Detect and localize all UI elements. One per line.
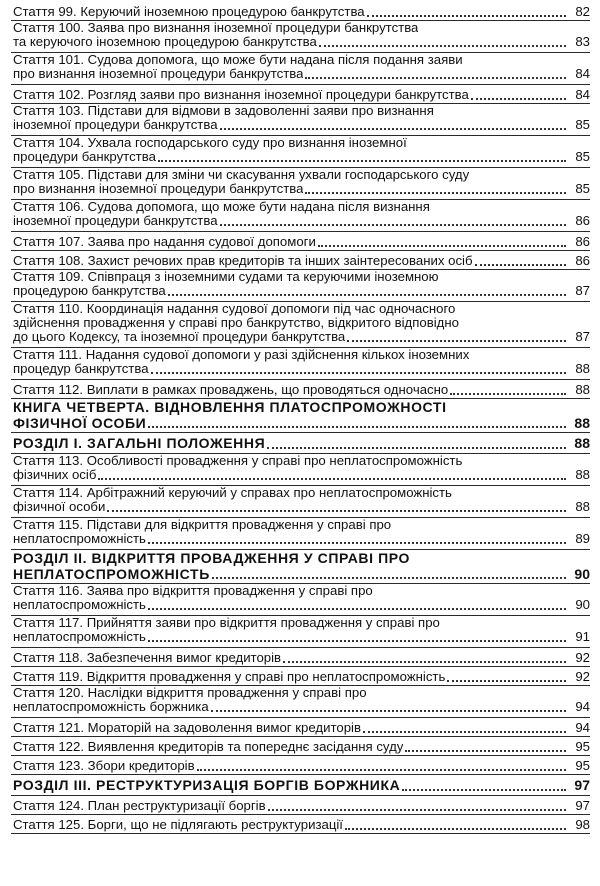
dot-leader — [471, 98, 566, 100]
dot-leader — [148, 426, 566, 428]
page-number: 91 — [575, 630, 590, 644]
page-number: 88 — [574, 435, 590, 451]
toc-entry-line — [13, 584, 590, 598]
toc-entry-title: Стаття 124. План реструктуризації боргів — [13, 798, 266, 813]
toc-entry-line — [13, 630, 590, 644]
toc-entry-line — [13, 232, 590, 251]
toc-entry-title: Стаття 103. Підстави для відмови в задоволенні заяви про визнання — [13, 104, 434, 118]
toc-entry-line — [13, 648, 590, 667]
toc-entry-title: Стаття 108. Захист речових прав кредиторів та інших заінтересованих осіб — [13, 253, 473, 268]
page-number: 86 — [575, 214, 590, 228]
page-number: 85 — [575, 182, 590, 196]
dot-leader — [283, 661, 566, 663]
toc-entry-title: процедур банкрутства — [13, 362, 149, 376]
toc-entry — [11, 686, 590, 718]
toc-entry — [11, 380, 590, 399]
dot-leader — [148, 542, 566, 544]
toc-entry-line — [13, 500, 590, 514]
toc-entry-line — [13, 284, 590, 298]
toc-entry — [11, 200, 590, 232]
toc-entry-title: Стаття 105. Підстави для зміни чи скасування ухвали господарського суду — [13, 168, 470, 182]
toc-entry — [11, 616, 590, 648]
page-number: 90 — [574, 566, 590, 582]
toc-entry-title: Стаття 112. Виплати в рамках проваджень, що проводяться одночасно — [13, 382, 449, 397]
dot-leader — [305, 192, 566, 194]
toc-entry — [11, 302, 590, 348]
dot-leader — [450, 393, 566, 395]
dot-leader — [475, 264, 566, 266]
page-number: 85 — [575, 150, 590, 164]
page-number: 86 — [575, 234, 590, 249]
toc-entry-line — [13, 53, 590, 67]
toc-entry-line — [13, 667, 590, 686]
toc-section-heading — [11, 433, 590, 454]
dot-leader — [220, 224, 566, 226]
toc-entry-title: здійснення провадження у справі про банкрутство, відкритого відповідно — [13, 316, 459, 330]
toc-entry-line — [13, 468, 590, 482]
toc-entry-title: неплатоспроможність боржника — [13, 700, 209, 714]
toc-entry — [11, 454, 590, 486]
toc-entry-line — [13, 686, 590, 700]
toc-entry — [11, 232, 590, 251]
dot-leader — [148, 640, 566, 642]
toc-entry-title: Стаття 102. Розгляд заяви про визнання іноземної процедури банкрутства — [13, 87, 469, 102]
toc-entry — [11, 136, 590, 168]
toc-entry-title: фізичних осіб — [13, 468, 97, 482]
dot-leader — [212, 577, 566, 579]
dot-leader — [347, 340, 566, 342]
toc-section-heading — [11, 775, 590, 796]
toc-entry-line — [13, 200, 590, 214]
toc-entry-line — [13, 598, 590, 612]
toc-entry — [11, 270, 590, 302]
page-number: 88 — [574, 415, 590, 431]
toc-entry-line — [13, 454, 590, 468]
toc-entry-line — [13, 67, 590, 81]
toc-entry-title: Стаття 115. Підстави для відкриття провадження у справі про — [13, 518, 392, 532]
toc-entry — [11, 737, 590, 756]
page-number: 97 — [574, 777, 590, 793]
page-number: 83 — [575, 35, 590, 49]
toc-entry-title: Стаття 122. Виявлення кредиторів та попереднє засідання суду — [13, 739, 404, 754]
toc-entry-line — [13, 21, 590, 35]
dot-leader — [220, 128, 566, 130]
toc-entry-title: Стаття 104. Ухвала господарського суду про визнання іноземної — [13, 136, 407, 150]
toc-entry-title: неплатоспроможність — [13, 598, 146, 612]
toc-entry-title: до цього Кодексу, та іноземної процедури банкрутства — [13, 330, 346, 344]
toc-entry-line — [13, 700, 590, 714]
dot-leader — [211, 710, 566, 712]
toc-entry-title: Стаття 107. Заява про надання судової допомоги — [13, 234, 316, 249]
dot-leader — [107, 510, 566, 512]
toc-entry-line — [13, 104, 590, 118]
toc-entry — [11, 104, 590, 136]
page-number: 94 — [575, 720, 590, 735]
page-number: 88 — [575, 500, 590, 514]
page-number: 87 — [575, 330, 590, 344]
toc-entry-title: процедури банкрутства — [13, 150, 156, 164]
dot-leader — [345, 828, 566, 830]
toc-entry — [11, 796, 590, 815]
toc-entry-title: Стаття 120. Наслідки відкриття провадження у справі про — [13, 686, 367, 700]
toc-entry-line — [13, 815, 590, 834]
toc-entry-title: про визнання іноземної процедури банкрутства — [13, 182, 304, 196]
toc-entry-title: неплатоспроможність — [13, 532, 146, 546]
toc-entry-line — [13, 796, 590, 815]
toc-entry — [11, 518, 590, 550]
toc-entry-title: НЕПЛАТОСПРОМОЖНІСТЬ — [13, 566, 210, 582]
page-number: 97 — [575, 798, 590, 813]
dot-leader — [318, 245, 566, 247]
toc-entry — [11, 251, 590, 270]
toc-entry-line — [13, 362, 590, 376]
dot-leader — [305, 77, 566, 79]
toc-entry-line — [13, 380, 590, 399]
page-number: 82 — [575, 4, 590, 19]
toc-entry-title: Стаття 113. Особливості провадження у справі про неплатоспроможність — [13, 454, 463, 468]
toc-entry-line — [13, 182, 590, 196]
dot-leader — [197, 769, 566, 771]
toc-entry-line — [13, 775, 590, 796]
dot-leader — [158, 160, 566, 162]
page-number: 90 — [575, 598, 590, 612]
toc-entry-line — [13, 415, 590, 431]
toc-entry-title: КНИГА ЧЕТВЕРТА. ВІДНОВЛЕННЯ ПЛАТОСПРОМОЖНОСТІ — [13, 399, 447, 415]
toc-entry-title: Стаття 99. Керуючий іноземною процедурою банкрутства — [13, 4, 365, 19]
toc-entry-line — [13, 433, 590, 454]
toc-entry-title: Стаття 123. Збори кредиторів — [13, 758, 195, 773]
toc-entry — [11, 756, 590, 775]
toc-entry-line — [13, 168, 590, 182]
toc-entry-title: ФІЗИЧНОЇ ОСОБИ — [13, 415, 147, 431]
toc-entry-title: РОЗДІЛ ІІІ. РЕСТРУКТУРИЗАЦІЯ БОРГІВ БОРЖНИКА — [13, 777, 401, 793]
toc-section-heading — [11, 399, 590, 433]
toc-entry-line — [13, 518, 590, 532]
toc-entry — [11, 2, 590, 21]
toc-entry — [11, 21, 590, 53]
page-number: 92 — [575, 650, 590, 665]
toc-entry-line — [13, 85, 590, 104]
toc-entry-line — [13, 270, 590, 284]
page-number: 88 — [575, 382, 590, 397]
toc-entry-title: Стаття 100. Заява про визнання іноземної процедури банкрутства — [13, 21, 419, 35]
toc-entry-title: Стаття 117. Прийняття заяви про відкриття провадження у справі про — [13, 616, 440, 630]
toc-entry-title: Стаття 119. Відкриття провадження у справі про неплатоспроможність — [13, 669, 446, 684]
toc-entry — [11, 348, 590, 380]
toc-entry-title: РОЗДІЛ ІІ. ВІДКРИТТЯ ПРОВАДЖЕННЯ У СПРАВІ ПРО — [13, 550, 411, 566]
toc-entry — [11, 168, 590, 200]
dot-leader — [151, 372, 566, 374]
dot-leader — [98, 478, 566, 480]
toc-entry-title: РОЗДІЛ І. ЗАГАЛЬНІ ПОЛОЖЕННЯ — [13, 435, 266, 451]
toc-entry — [11, 53, 590, 85]
dot-leader — [268, 809, 566, 811]
toc-entry-line — [13, 302, 590, 316]
toc-entry-title: процедурою банкрутства — [13, 284, 166, 298]
page-number: 84 — [575, 67, 590, 81]
toc-entry-title: Стаття 110. Координація надання судової допомоги під час одночасного — [13, 302, 456, 316]
page-number: 88 — [575, 468, 590, 482]
toc-entry-line — [13, 616, 590, 630]
toc-entry-title: Стаття 101. Судова допомога, що може бути надана після подання заяви — [13, 53, 463, 67]
toc-entry-line — [13, 251, 590, 270]
toc-entry-line — [13, 35, 590, 49]
toc-entry — [11, 648, 590, 667]
page-number: 98 — [575, 817, 590, 832]
toc-entry-line — [13, 718, 590, 737]
dot-leader — [363, 731, 566, 733]
toc-entry-title: іноземної процедури банкрутства — [13, 118, 218, 132]
toc-entry-line — [13, 566, 590, 582]
page-number: 89 — [575, 532, 590, 546]
toc-entry-title: іноземної процедури банкрутства — [13, 214, 218, 228]
toc-entry-title: Стаття 114. Арбітражний керуючий у справах про неплатоспроможність — [13, 486, 452, 500]
toc-entry-line — [13, 737, 590, 756]
dot-leader — [405, 750, 566, 752]
page-number: 86 — [575, 253, 590, 268]
dot-leader — [267, 447, 566, 449]
toc-entry-title: фізичної особи — [13, 500, 106, 514]
dot-leader — [148, 608, 566, 610]
dot-leader — [319, 45, 566, 47]
toc-entry-line — [13, 2, 590, 21]
toc-entry-title: Стаття 106. Судова допомога, що може бути надана після визнання — [13, 200, 430, 214]
toc-entry-line — [13, 330, 590, 344]
toc-entry — [11, 584, 590, 616]
toc-entry-title: та керуючого іноземною процедурою банкрутства — [13, 35, 317, 49]
toc-entry-line — [13, 136, 590, 150]
page-number: 87 — [575, 284, 590, 298]
toc-entry — [11, 667, 590, 686]
toc-entry-line — [13, 532, 590, 546]
toc-entry-line — [13, 756, 590, 775]
page-number: 94 — [575, 700, 590, 714]
toc-entry-title: неплатоспроможність — [13, 630, 146, 644]
toc-entry-title: Стаття 118. Забезпечення вимог кредиторів — [13, 650, 282, 665]
dot-leader — [402, 789, 566, 791]
toc-entry-title: Стаття 125. Борги, що не підлягають реструктуризації — [13, 817, 343, 832]
toc-section-heading — [11, 550, 590, 584]
toc-entry-title: Стаття 116. Заява про відкриття провадження у справі про — [13, 584, 373, 598]
toc-entry-line — [13, 486, 590, 500]
toc-entry-line — [13, 118, 590, 132]
toc-entry — [11, 718, 590, 737]
toc-entry — [11, 486, 590, 518]
page-number: 92 — [575, 669, 590, 684]
page-number: 95 — [575, 758, 590, 773]
toc-entry-title: Стаття 111. Надання судової допомоги у разі здійснення кількох іноземних — [13, 348, 470, 362]
toc-entry — [11, 815, 590, 834]
toc-entry-line — [13, 399, 590, 415]
toc-entry-line — [13, 150, 590, 164]
toc-entry-title: Стаття 121. Мораторій на задоволення вимог кредиторів — [13, 720, 361, 735]
page-number: 84 — [575, 87, 590, 102]
dot-leader — [367, 15, 566, 17]
toc-entry-line — [13, 316, 590, 330]
dot-leader — [168, 294, 566, 296]
toc-entry-title: Стаття 109. Співпраця з іноземними судами та керуючими іноземною — [13, 270, 439, 284]
toc-entry-line — [13, 550, 590, 566]
dot-leader — [447, 680, 566, 682]
page-number: 95 — [575, 739, 590, 754]
toc-entry-title: про визнання іноземної процедури банкрутства — [13, 67, 304, 81]
toc-entry — [11, 85, 590, 104]
toc-entry-line — [13, 214, 590, 228]
toc-entry-line — [13, 348, 590, 362]
page-number: 88 — [575, 362, 590, 376]
page-number: 85 — [575, 118, 590, 132]
